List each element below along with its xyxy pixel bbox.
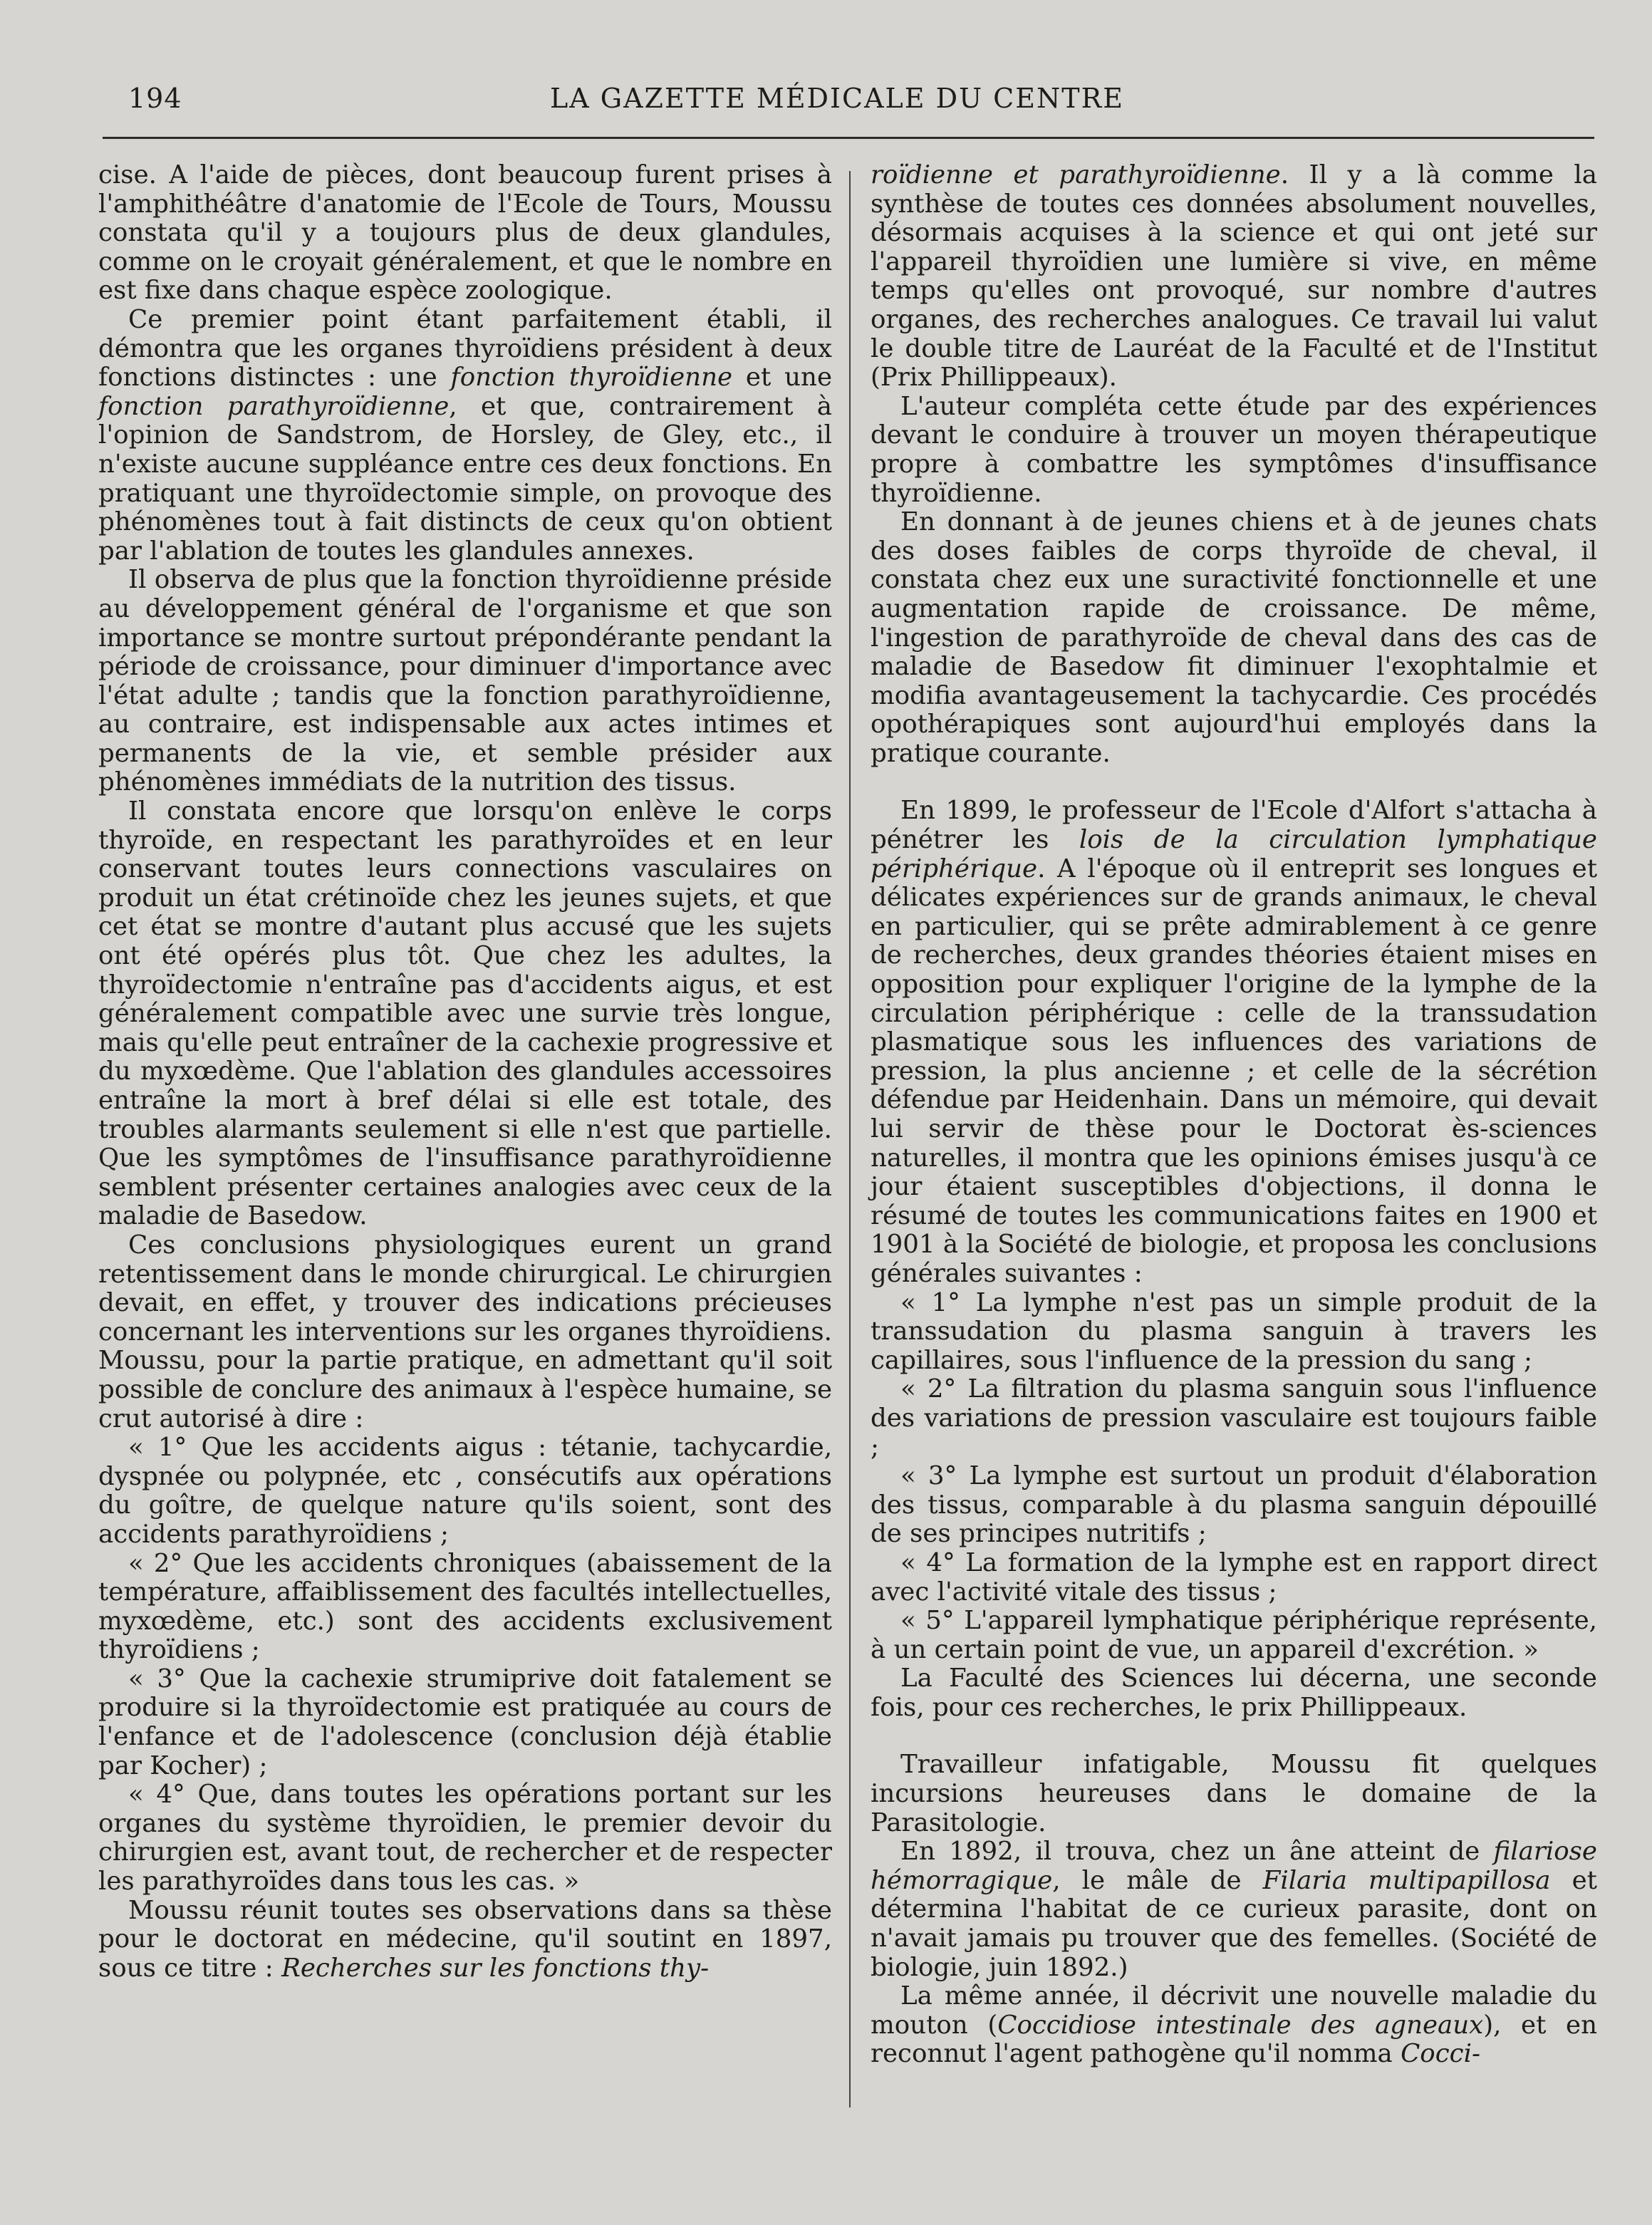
paragraph: La même année, il décrivit une nouvelle maladie du mouton (Coccidiose intestinale des agneaux), et en reconnut l'agent pathogène qu'il nomma Cocci- <box>871 1981 1597 2069</box>
page-number: 194 <box>128 83 182 114</box>
paragraph: En donnant à de jeunes chiens et à de jeunes chats des doses faibles de corps thyroïde de cheval, il constata chez eux une suractivité fonctionnelle et une augmentation rapide de croissance. De même, l'ingestion de parathyroïde de cheval dans des cas de maladie de Basedow fit diminuer l'exophtalmie et modifia avantageusement la tachycardie. Ces procédés opothérapiques sont aujourd'hui employés dans la pratique courante. <box>871 507 1597 768</box>
quote-item: « 4° La formation de la lymphe est en rapport direct avec l'activité vitale des tissus ; <box>871 1547 1597 1607</box>
paragraph: L'auteur compléta cette étude par des expériences devant le conduire à trouver un moyen thérapeutique propre à combattre les symptômes d'insuffisance thyroïdienne. <box>871 391 1597 508</box>
page-header <box>87 80 1600 123</box>
quote-item: « 5° L'appareil lymphatique périphérique représente, à un certain point de vue, un appareil d'excrétion. » <box>871 1606 1597 1664</box>
paragraph: Travailleur infatigable, Moussu fit quelques incursions heureuses dans le domaine de la Parasitologie. <box>871 1750 1597 1837</box>
paragraph: roïdienne et parathyroïdienne. Il y a là comme la synthèse de toutes ces données absolument nouvelles, désormais acquises à la science et qui ont jeté sur l'appareil thyroïdien une lumière si vive, en même temps qu'elles ont provoqué, sur nombre d'autres organes, des recherches analogues. Ce travail lui valut le double titre de Lauréat de la Faculté et de l'Institut (Prix Phillippeaux). <box>871 160 1597 393</box>
journal-title: LA GAZETTE MÉDICALE DU CENTRE <box>550 83 1124 114</box>
quote-item: « 1° La lymphe n'est pas un simple produit de la transsudation du plasma sanguin à travers les capillaires, sous l'influence de la pression du sang ; <box>871 1287 1597 1375</box>
paragraph: En 1892, il trouva, chez un âne atteint de filariose hémorragique, le mâle de Filaria multipapillosa et détermina l'habitat de ce curieux parasite, dont on n'avait jamais pu trouver que des femelles. (Société de biologie, juin 1892.) <box>871 1837 1597 1982</box>
paragraph: cise. A l'aide de pièces, dont beaucoup furent prises à l'amphithéâtre d'anatomie de l'Ecole de Tours, Moussu constata qu'il y a toujours plus de deux glandules, comme on le croyait généralement, et que le nombre en est fixe dans chaque espèce zoologique. <box>98 160 832 306</box>
header-rule <box>103 137 1594 139</box>
paragraph: Moussu réunit toutes ses observations dans sa thèse pour le doctorat en médecine, qu'il soutint en 1897, sous ce titre : Recherches sur les fonctions thy- <box>98 1895 832 1983</box>
quote-item: « 1° Que les accidents aigus : tétanie, tachycardie, dyspnée ou polypnée, etc , consécutifs aux opérations du goître, de quelque nature qu'ils soient, sont des accidents parathyroïdiens ; <box>98 1433 832 1549</box>
column-divider <box>849 171 851 2107</box>
quote-item: « 3° Que la cachexie strumiprive doit fatalement se produire si la thyroïdectomie est pratiquée au cours de l'enfance et de l'adolescence (conclusion déjà établie par Kocher) ; <box>98 1664 832 1780</box>
paragraph: Il observa de plus que la fonction thyroïdienne préside au développement général de l'organisme et que son importance se montre surtout prépondérante pendant la période de croissance, pour diminuer d'importance avec l'état adulte ; tandis que la fonction parathyroïdienne, au contraire, est indispensable aux actes intimes et permanents de la vie, et semble présider aux phénomènes immédiats de la nutrition des tissus. <box>98 565 832 797</box>
paragraph: Il constata encore que lorsqu'on enlève le corps thyroïde, en respectant les parathyroïdes et en leur conservant toutes leurs connections vasculaires on produit un état crétinoïde chez les jeunes sujets, et que cet état se montre d'autant plus accusé que les sujets ont été opérés plus tôt. Que chez les adultes, la thyroïdectomie n'entraîne pas d'accidents aigus, et est généralement compatible avec une survie très longue, mais qu'elle peut entraîner de la cachexie progressive et du myxœdème. Que l'ablation des glandules accessoires entraîne la mort à bref délai si elle est totale, des troubles alarmants seulement si elle n'est que partielle. Que les symptômes de l'insuffisance parathyroïdienne semblent présenter certaines analogies avec ceux de la maladie de Basedow. <box>98 797 832 1231</box>
paragraph: En 1899, le professeur de l'Ecole d'Alfort s'attacha à pénétrer les lois de la circulation lymphatique périphérique. A l'époque où il entreprit ses longues et délicates expériences sur de grands animaux, le cheval en particulier, qui se prête admirablement à ce genre de recherches, deux grandes théories étaient mises en opposition pour expliquer l'origine de la lymphe de la circulation périphérique : celle de la transsudation plasmatique sous les influences des variations de pression, la plus ancienne ; et celle de la sécrétion défendue par Heidenhain. Dans un mémoire, qui devait lui servir de thèse pour le Doctorat ès-sciences naturelles, il montra que les opinions émises jusqu'à ce jour étaient susceptibles d'objections, il donna le résumé de toutes les communications faites en 1900 et 1901 à la Société de biologie, et proposa les conclusions générales suivantes : <box>871 796 1597 1288</box>
left-column <box>98 161 832 1983</box>
quote-item: « 3° La lymphe est surtout un produit d'élaboration des tissus, comparable à du plasma sanguin dépouillé de ses principes nutritifs ; <box>871 1461 1597 1549</box>
quote-item: « 2° Que les accidents chroniques (abaissement de la température, affaiblissement des facultés intellectuelles, myxœdème, etc.) sont des accidents exclusivement thyroïdiens ; <box>98 1548 832 1665</box>
quote-item: « 2° La filtration du plasma sanguin sous l'influence des variations de pression vasculaire est toujours faible ; <box>871 1374 1597 1462</box>
paragraph: La Faculté des Sciences lui décerna, une seconde fois, pour ces recherches, le prix Phillippeaux. <box>871 1664 1597 1722</box>
paragraph: Ces conclusions physiologiques eurent un grand retentissement dans le monde chirurgical. Le chirurgien devait, en effet, y trouver des indications précieuses concernant les interventions sur les organes thyroïdiens. Moussu, pour la partie pratique, en admettant qu'il soit possible de conclure des animaux à l'espèce humaine, se crut autorisé à dire : <box>98 1230 832 1433</box>
quote-item: « 4° Que, dans toutes les opérations portant sur les organes du système thyroïdien, le premier devoir du chirurgien est, avant tout, de rechercher et de respecter les parathyroïdes dans tous les cas. » <box>98 1780 832 1897</box>
paragraph: Ce premier point étant parfaitement établi, il démontra que les organes thyroïdiens président à deux fonctions distinctes : une fonction thyroïdienne et une fonction parathyroïdienne, et que, contrairement à l'opinion de Sandstrom, de Horsley, de Gley, etc., il n'existe aucune suppléance entre ces deux fonctions. En pratiquant une thyroïdectomie simple, on provoque des phénomènes tout à fait distincts de ceux qu'on obtient par l'ablation de toutes les glandules annexes. <box>98 304 832 566</box>
right-column <box>871 161 1597 2069</box>
